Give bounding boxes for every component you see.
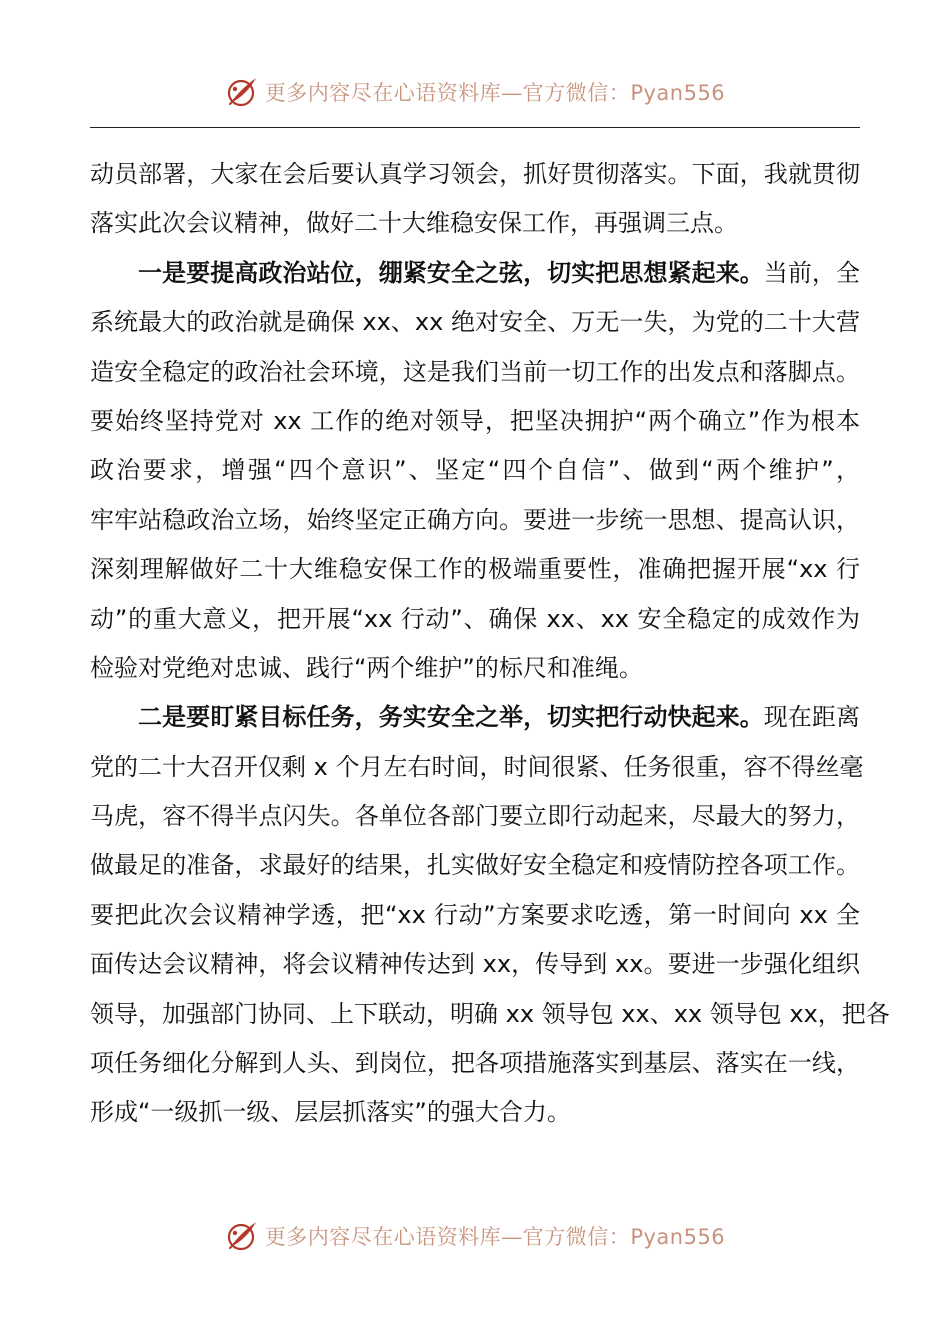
header-banner-prefix: 更多内容尽在心语资料库—官方微信： <box>264 81 631 105</box>
header-banner <box>0 72 950 112</box>
text-line: 马虎，容不得半点闪失。各单位各部门要立即行动起来，尽最大的努力， <box>90 802 860 831</box>
quill-logo-icon <box>225 1219 259 1253</box>
text-line: 落实此次会议精神，做好二十大维稳安保工作，再强调三点。 <box>90 209 738 238</box>
header-wechat-id: Pyan556 <box>630 81 726 105</box>
header-divider <box>90 127 860 128</box>
text-line: 牢牢站稳政治立场，始终坚定正确方向。要进一步统一思想、提高认识， <box>90 505 860 534</box>
text-line: 项任务细化分解到人头、到岗位，把各项措施落实到基层、落实在一线， <box>90 1049 860 1078</box>
paragraph-2 <box>90 249 860 694</box>
paragraph-3-first-line <box>90 693 860 742</box>
quill-logo-icon <box>225 75 259 109</box>
footer-wechat-id: Pyan556 <box>630 1225 726 1249</box>
footer-banner-text <box>265 1221 725 1251</box>
text-line: 政治要求，增强“四个意识”、坚定“四个自信”、做到“两个维护”， <box>90 456 860 485</box>
text-line: 检验对党绝对忠诚、践行“两个维护”的标尺和准绳。 <box>90 653 643 682</box>
paragraph-3-lead: 二是要盯紧目标任务，务实安全之举，切实把行动快起来。 <box>138 703 764 732</box>
paragraph-2-first-line <box>90 249 860 298</box>
text-line: 做最足的准备，求最好的结果，扎实做好安全稳定和疫情防控各项工作。 <box>90 851 860 880</box>
text-line: 动”的重大意义，把开展“xx 行动”、确保 xx、xx 安全稳定的成效作为 <box>90 604 860 633</box>
text-line: 形成“一级抓一级、层层抓落实”的强大合力。 <box>90 1098 571 1127</box>
text-line: 系统最大的政治就是确保 xx、xx 绝对安全、万无一失，为党的二十大营 <box>90 308 860 337</box>
paragraph-3 <box>90 693 890 1138</box>
footer-banner <box>0 1216 950 1256</box>
text-line: 造安全稳定的政治社会环境，这是我们当前一切工作的出发点和落脚点。 <box>90 357 860 386</box>
text-line: 动员部署，大家在会后要认真学习领会，抓好贯彻落实。下面，我就贯彻 <box>90 160 860 188</box>
footer-banner-prefix: 更多内容尽在心语资料库—官方微信： <box>264 1225 631 1249</box>
text-line: 要始终坚持党对 xx 工作的绝对领导，把坚决拥护“两个确立”作为根本 <box>90 406 860 435</box>
text-line: 领导，加强部门协同、上下联动，明确 xx 领导包 xx、xx 领导包 xx，把各 <box>90 999 890 1028</box>
paragraph-2-first-rest: 当前，全 <box>763 258 861 287</box>
paragraph-1 <box>90 150 860 249</box>
text-line: 面传达会议精神，将会议精神传达到 xx，传导到 xx。要进一步强化组织 <box>90 950 860 979</box>
paragraph-2-lead: 一是要提高政治站位，绷紧安全之弦，切实把思想紧起来。 <box>138 258 764 287</box>
paragraph-3-first-rest: 现在距离 <box>763 703 861 732</box>
header-banner-text <box>265 77 725 107</box>
document-body <box>90 150 890 1138</box>
text-line: 要把此次会议精神学透，把“xx 行动”方案要求吃透，第一时间向 xx 全 <box>90 900 860 929</box>
text-line: 深刻理解做好二十大维稳安保工作的极端重要性，准确把握开展“xx 行 <box>90 555 860 584</box>
text-line: 党的二十大召开仅剩 x 个月左右时间，时间很紧、任务很重，容不得丝毫 <box>90 752 864 781</box>
